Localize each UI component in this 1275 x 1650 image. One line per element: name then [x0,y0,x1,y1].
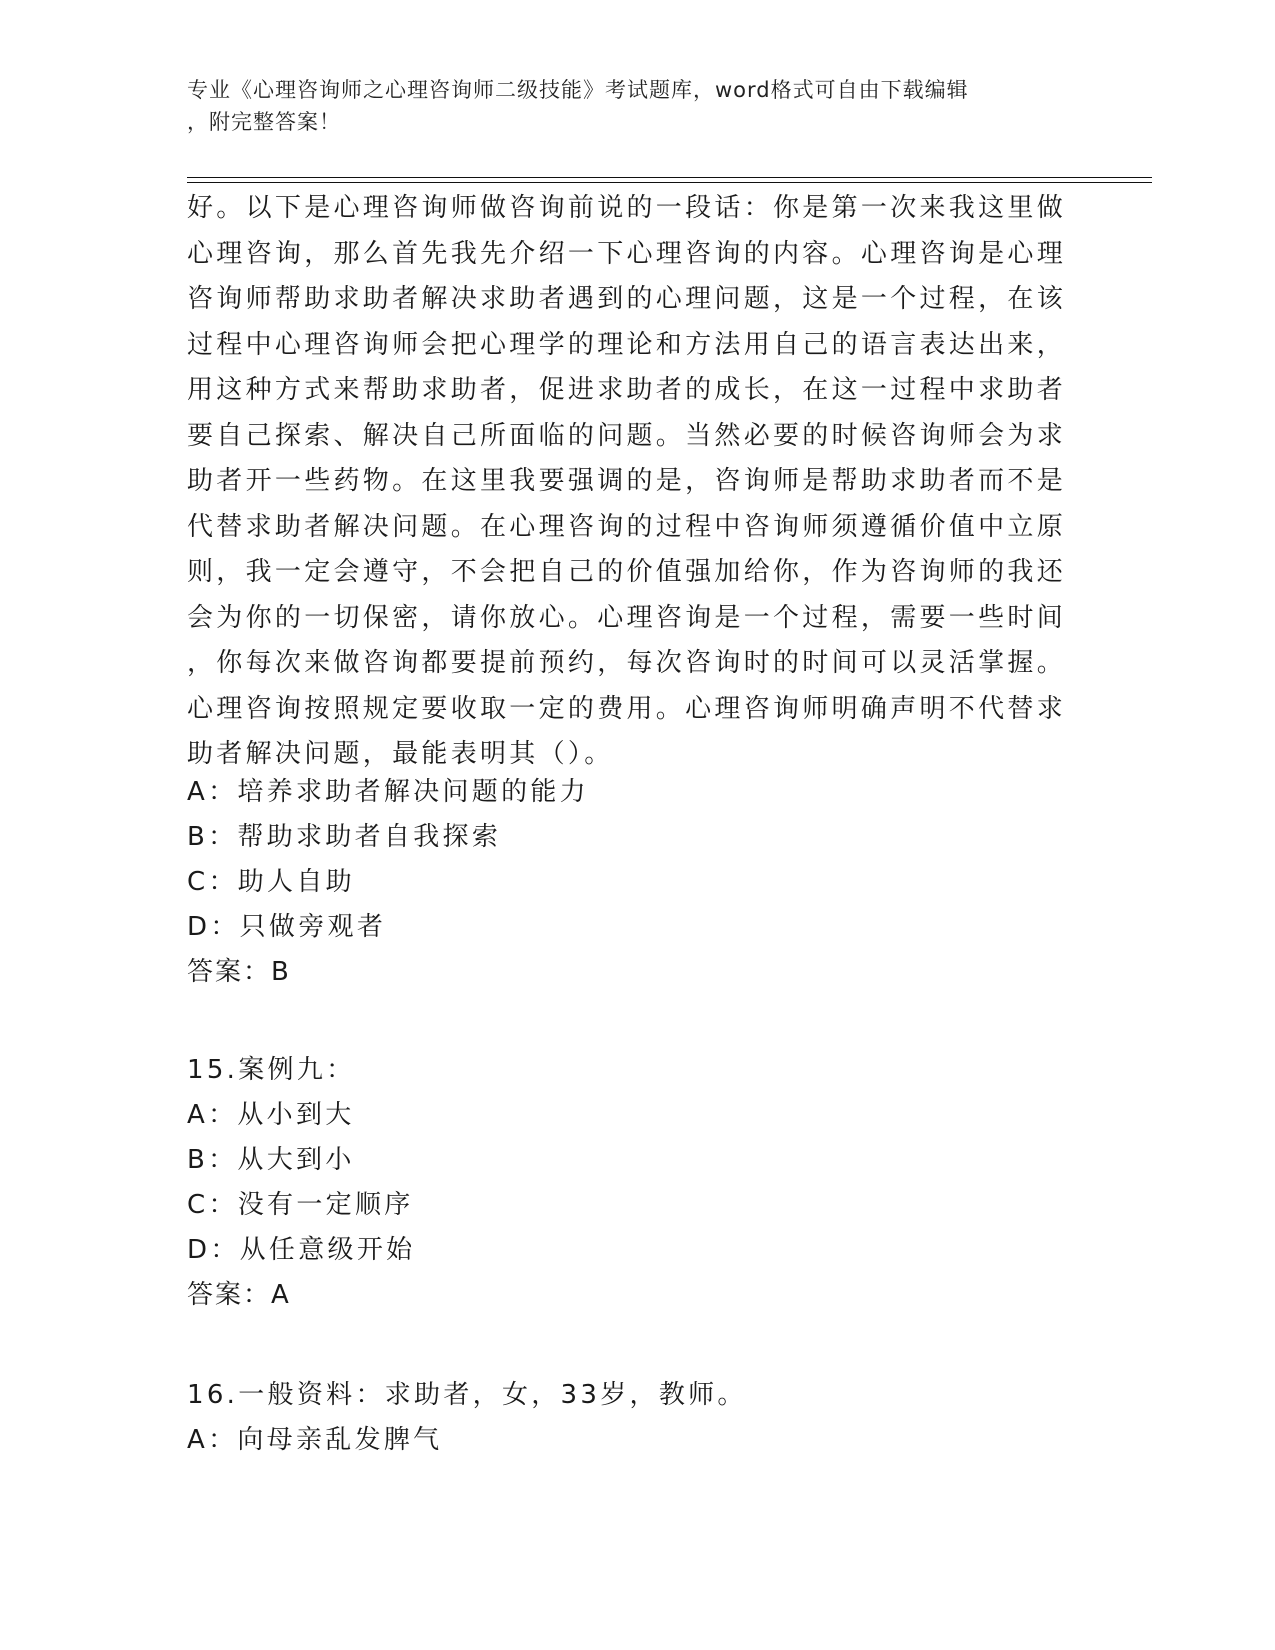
q15-option-a: A：从小到大 [187,1100,355,1130]
q14-option-a: A：培养求助者解决问题的能力 [187,777,589,807]
stem-line: 会为你的一切保密，请你放心。心理咨询是一个过程，需要一些时间 [187,602,1067,633]
header-divider-bottom [187,182,1152,183]
q14-option-b: B：帮助求助者自我探索 [187,822,502,852]
q14-answer: 答案：B [187,957,291,987]
q15-answer: 答案：A [187,1280,291,1310]
question-15-title: 15.案例九： [187,1055,356,1085]
q16-option-a: A：向母亲乱发脾气 [187,1425,443,1455]
page-header [187,74,1067,138]
stem-line: 心理咨询按照规定要收取一定的费用。心理咨询师明确声明不代替求 [187,693,1067,724]
stem-line: 咨询师帮助求助者解决求助者遇到的心理问题，这是一个过程，在该 [187,284,1067,314]
stem-line: 过程中心理咨询师会把心理学的理论和方法用自己的语言表达出来， [187,329,1067,360]
header-divider-top [187,177,1152,178]
stem-line: 心理咨询，那么首先我先介绍一下心理咨询的内容。心理咨询是心理 [187,238,1067,269]
stem-line: 用这种方式来帮助求助者，促进求助者的成长，在这一过程中求助者 [187,375,1067,405]
stem-line: 好。以下是心理咨询师做咨询前说的一段话：你是第一次来我这里做 [187,193,1067,223]
stem-line: 要自己探索、解决自己所面临的问题。当然必要的时候咨询师会为求 [187,420,1067,451]
stem-line: 助者解决问题，最能表明其（）。 [187,739,614,769]
stem-line: 助者开一些药物。在这里我要强调的是，咨询师是帮助求助者而不是 [187,466,1067,496]
q14-option-c: C：助人自助 [187,867,355,897]
question-16-title: 16.一般资料：求助者，女，33岁，教师。 [187,1380,747,1410]
q14-option-d: D：只做旁观者 [187,912,387,942]
q15-option-c: C：没有一定顺序 [187,1190,414,1220]
stem-line: 代替求助者解决问题。在心理咨询的过程中咨询师须遵循价值中立原 [187,511,1067,542]
stem-line: ，你每次来做咨询都要提前预约，每次咨询时的时间可以灵活掌握。 [187,648,1067,678]
q15-option-b: B：从大到小 [187,1145,355,1175]
header-title-line-2: ，附完整答案！ [187,110,341,134]
q15-option-d: D：从任意级开始 [187,1235,416,1265]
stem-line: 则，我一定会遵守，不会把自己的价值强加给你，作为咨询师的我还 [187,557,1067,587]
header-title-line-1: 专业《心理咨询师之心理咨询师二级技能》考试题库，word格式可自由下载编辑 [187,78,969,102]
question-14-stem [187,186,1067,778]
